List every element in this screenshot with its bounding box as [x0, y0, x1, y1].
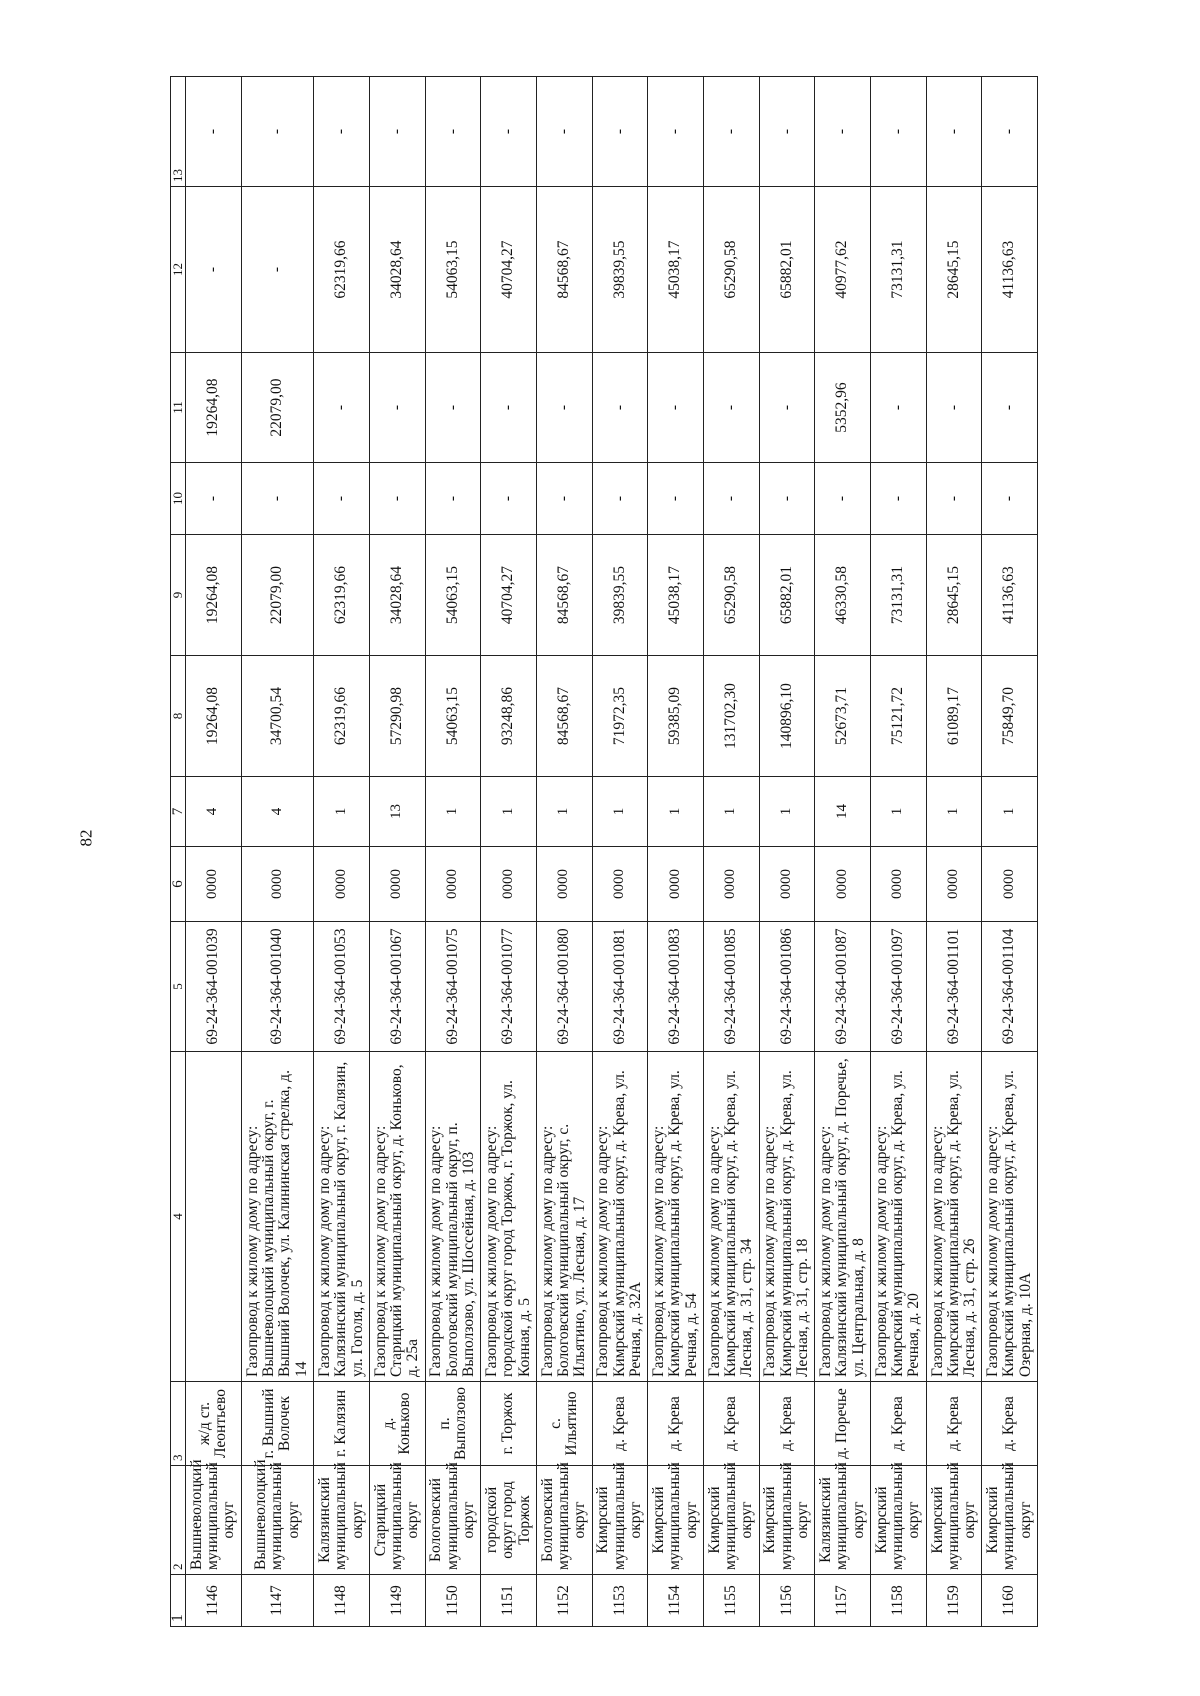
cell-object-description: Газопровод к жилому дому по адресу: Калязинский муниципальный округ, д. Поречье, ул. Центральная, д. 8	[815, 1052, 871, 1382]
col-header: 11	[171, 353, 186, 463]
table-row	[982, 77, 1038, 1627]
table-header-row	[171, 77, 186, 1627]
table-row	[815, 77, 871, 1627]
cell-object-description: Газопровод к жилому дому по адресу: Вышневолоцкий муниципальный округ, г. Вышний Волочек, ул. Калининская стрелка, д. 14	[241, 1052, 314, 1382]
cell-cadastral-code: 69-24-364-001104	[982, 922, 1038, 1052]
col-header: 12	[171, 187, 186, 353]
table-row	[241, 77, 314, 1627]
table-row	[314, 77, 370, 1627]
cell-value-col10: -	[536, 463, 592, 535]
cell-value-col12: 40704,27	[481, 187, 537, 353]
cell-count: 1	[648, 777, 704, 847]
col-header: 6	[171, 847, 186, 922]
cell-count: 1	[926, 777, 982, 847]
cell-value-col13: -	[425, 77, 481, 187]
cell-object-description: Газопровод к жилому дому по адресу: Кимрский муниципальный округ, д. Крева, ул. Речная, д. 54	[648, 1052, 704, 1382]
col-header: 3	[171, 1382, 186, 1466]
cell-value-col11: -	[648, 353, 704, 463]
cell-count: 4	[186, 777, 242, 847]
cell-municipality: Кимрский муниципальный округ	[926, 1466, 982, 1575]
cell-count: 1	[982, 777, 1038, 847]
cell-value-col11: -	[369, 353, 425, 463]
table-row	[186, 77, 242, 1627]
cell-settlement: г. Калязин	[314, 1382, 370, 1466]
cell-value-col12: 28645,15	[926, 187, 982, 353]
cell-cost-allocated: 65290,58	[703, 535, 759, 656]
cell-cost-total: 62319,66	[314, 656, 370, 777]
cell-code: 0000	[369, 847, 425, 922]
cell-value-col11: -	[703, 353, 759, 463]
cell-cost-allocated: 22079,00	[241, 535, 314, 656]
col-header: 8	[171, 656, 186, 777]
cell-value-col10: -	[648, 463, 704, 535]
cell-value-col13: -	[926, 77, 982, 187]
cell-value-col12: 62319,66	[314, 187, 370, 353]
cell-object-description: Газопровод к жилому дому по адресу: городской округ город Торжок, г. Торжок, ул. Конная, д. 5	[481, 1052, 537, 1382]
col-header: 2	[171, 1466, 186, 1575]
cell-count: 1	[592, 777, 648, 847]
cell-row-number: 1152	[536, 1575, 592, 1627]
cell-row-number: 1151	[481, 1575, 537, 1627]
cell-cost-allocated: 39839,55	[592, 535, 648, 656]
col-header: 7	[171, 777, 186, 847]
cell-row-number: 1146	[186, 1575, 242, 1627]
cell-cost-total: 61089,17	[926, 656, 982, 777]
cell-value-col13: -	[314, 77, 370, 187]
cell-cost-allocated: 62319,66	[314, 535, 370, 656]
data-table	[170, 76, 1038, 1627]
cell-value-col13: -	[536, 77, 592, 187]
cell-value-col10: -	[369, 463, 425, 535]
cell-cadastral-code: 69-24-364-001075	[425, 922, 481, 1052]
cell-code: 0000	[186, 847, 242, 922]
cell-value-col11: -	[870, 353, 926, 463]
cell-value-col11: -	[536, 353, 592, 463]
cell-object-description: Газопровод к жилому дому по адресу: Кимрский муниципальный округ, д. Крева, ул. Лесная, д. 31, стр. 34	[703, 1052, 759, 1382]
cell-value-col10: -	[870, 463, 926, 535]
cell-value-col10: -	[186, 463, 242, 535]
cell-object-description: Газопровод к жилому дому по адресу: Кимрский муниципальный округ, д. Крева, ул. Лесная, д. 31, стр. 26	[926, 1052, 982, 1382]
cell-code: 0000	[481, 847, 537, 922]
cell-value-col12: 45038,17	[648, 187, 704, 353]
cell-value-col13: -	[369, 77, 425, 187]
cell-settlement: с. Ильятино	[536, 1382, 592, 1466]
cell-object-description: Газопровод к жилому дому по адресу: Кимрский муниципальный округ, д. Крева, ул. Речная, д. 32А	[592, 1052, 648, 1382]
cell-row-number: 1159	[926, 1575, 982, 1627]
cell-cadastral-code: 69-24-364-001097	[870, 922, 926, 1052]
cell-value-col11: -	[314, 353, 370, 463]
rotated-table-container	[170, 77, 1038, 1627]
cell-row-number: 1158	[870, 1575, 926, 1627]
cell-cost-total: 59385,09	[648, 656, 704, 777]
cell-cost-allocated: 19264,08	[186, 535, 242, 656]
table-row	[481, 77, 537, 1627]
cell-code: 0000	[703, 847, 759, 922]
col-header: 5	[171, 922, 186, 1052]
cell-municipality: Калязинский муниципальный округ	[815, 1466, 871, 1575]
cell-settlement: д. Крева	[592, 1382, 648, 1466]
cell-cadastral-code: 69-24-364-001080	[536, 922, 592, 1052]
cell-value-col12: 41136,63	[982, 187, 1038, 353]
cell-row-number: 1155	[703, 1575, 759, 1627]
cell-row-number: 1150	[425, 1575, 481, 1627]
cell-cost-allocated: 65882,01	[759, 535, 815, 656]
cell-cost-total: 84568,67	[536, 656, 592, 777]
table-row	[703, 77, 759, 1627]
cell-row-number: 1157	[815, 1575, 871, 1627]
table-row	[425, 77, 481, 1627]
table-row	[870, 77, 926, 1627]
cell-municipality: городской округ город Торжок	[481, 1466, 537, 1575]
cell-object-description: Газопровод к жилому дому по адресу: Кимрский муниципальный округ, д. Крева, ул. Лесная, д. 31, стр. 18	[759, 1052, 815, 1382]
cell-cadastral-code: 69-24-364-001086	[759, 922, 815, 1052]
cell-municipality: Старицкий муниципальный округ	[369, 1466, 425, 1575]
cell-settlement: д. Крева	[982, 1382, 1038, 1466]
cell-settlement: д. Коньково	[369, 1382, 425, 1466]
table-row	[369, 77, 425, 1627]
cell-value-col10: -	[314, 463, 370, 535]
cell-value-col11: -	[982, 353, 1038, 463]
col-header: 1	[171, 1575, 186, 1627]
cell-code: 0000	[592, 847, 648, 922]
cell-value-col12: -	[186, 187, 242, 353]
cell-count: 13	[369, 777, 425, 847]
cell-value-col12: -	[241, 187, 314, 353]
cell-settlement: п. Выползово	[425, 1382, 481, 1466]
cell-object-description: Газопровод к жилому дому по адресу: Бологовский муниципальный округ, п. Выползово, ул. Шоссейная, д. 103	[425, 1052, 481, 1382]
cell-code: 0000	[536, 847, 592, 922]
cell-row-number: 1147	[241, 1575, 314, 1627]
cell-cost-allocated: 28645,15	[926, 535, 982, 656]
cell-value-col12: 54063,15	[425, 187, 481, 353]
col-header: 10	[171, 463, 186, 535]
cell-object-description: Газопровод к жилому дому по адресу: Бологовский муниципальный округ, с. Ильятино, ул. Лесная, д. 17	[536, 1052, 592, 1382]
cell-cost-total: 140896,10	[759, 656, 815, 777]
cell-settlement: ж/д ст. Леонтьево	[186, 1382, 242, 1466]
cell-cost-allocated: 34028,64	[369, 535, 425, 656]
cell-value-col10: -	[481, 463, 537, 535]
cell-cost-allocated: 40704,27	[481, 535, 537, 656]
cell-cost-total: 93248,86	[481, 656, 537, 777]
cell-value-col12: 65290,58	[703, 187, 759, 353]
cell-cost-total: 71972,35	[592, 656, 648, 777]
cell-cadastral-code: 69-24-364-001077	[481, 922, 537, 1052]
cell-value-col10: -	[592, 463, 648, 535]
cell-cadastral-code: 69-24-364-001087	[815, 922, 871, 1052]
cell-value-col11: -	[481, 353, 537, 463]
cell-municipality: Кимрский муниципальный округ	[870, 1466, 926, 1575]
cell-count: 4	[241, 777, 314, 847]
cell-cost-allocated: 46330,58	[815, 535, 871, 656]
table-row	[648, 77, 704, 1627]
cell-value-col13: -	[815, 77, 871, 187]
table-row	[592, 77, 648, 1627]
cell-value-col13: -	[592, 77, 648, 187]
cell-settlement: д. Крева	[648, 1382, 704, 1466]
table-row	[926, 77, 982, 1627]
cell-row-number: 1148	[314, 1575, 370, 1627]
cell-count: 1	[481, 777, 537, 847]
col-header: 13	[171, 77, 186, 187]
cell-cost-allocated: 41136,63	[982, 535, 1038, 656]
cell-cost-allocated: 54063,15	[425, 535, 481, 656]
cell-cost-total: 57290,98	[369, 656, 425, 777]
cell-settlement: д. Крева	[703, 1382, 759, 1466]
page-number: 82	[76, 829, 96, 847]
cell-value-col12: 34028,64	[369, 187, 425, 353]
cell-value-col13: -	[759, 77, 815, 187]
cell-value-col13: -	[870, 77, 926, 187]
cell-object-description	[186, 1052, 242, 1382]
cell-cost-total: 75121,72	[870, 656, 926, 777]
cell-row-number: 1156	[759, 1575, 815, 1627]
cell-value-col10: -	[703, 463, 759, 535]
cell-count: 1	[314, 777, 370, 847]
cell-code: 0000	[648, 847, 704, 922]
cell-cost-total: 19264,08	[186, 656, 242, 777]
cell-object-description: Газопровод к жилому дому по адресу: Старицкий муниципальный округ, д. Коньково, д. 25а	[369, 1052, 425, 1382]
table-row	[536, 77, 592, 1627]
cell-code: 0000	[241, 847, 314, 922]
cell-cost-allocated: 73131,31	[870, 535, 926, 656]
cell-cost-allocated: 45038,17	[648, 535, 704, 656]
cell-municipality: Кимрский муниципальный округ	[759, 1466, 815, 1575]
cell-count: 14	[815, 777, 871, 847]
cell-object-description: Газопровод к жилому дому по адресу: Кимрский муниципальный округ, д. Крева, ул. Речная, д. 20	[870, 1052, 926, 1382]
cell-cadastral-code: 69-24-364-001081	[592, 922, 648, 1052]
cell-cost-allocated: 84568,67	[536, 535, 592, 656]
cell-value-col10: -	[425, 463, 481, 535]
cell-settlement: д. Поречье	[815, 1382, 871, 1466]
cell-value-col13: -	[703, 77, 759, 187]
cell-value-col11: -	[425, 353, 481, 463]
table-body	[186, 77, 1038, 1627]
cell-cadastral-code: 69-24-364-001083	[648, 922, 704, 1052]
cell-row-number: 1149	[369, 1575, 425, 1627]
cell-municipality: Кимрский муниципальный округ	[592, 1466, 648, 1575]
cell-settlement: г. Вышний Волочек	[241, 1382, 314, 1466]
cell-cost-total: 34700,54	[241, 656, 314, 777]
cell-value-col13: -	[982, 77, 1038, 187]
cell-code: 0000	[425, 847, 481, 922]
cell-cadastral-code: 69-24-364-001085	[703, 922, 759, 1052]
cell-municipality: Кимрский муниципальный округ	[703, 1466, 759, 1575]
cell-cadastral-code: 69-24-364-001039	[186, 922, 242, 1052]
cell-value-col11: 5352,96	[815, 353, 871, 463]
cell-value-col11: 19264,08	[186, 353, 242, 463]
cell-value-col10: -	[926, 463, 982, 535]
cell-municipality: Бологовский муниципальный округ	[425, 1466, 481, 1575]
cell-settlement: д. Крева	[870, 1382, 926, 1466]
cell-settlement: г. Торжок	[481, 1382, 537, 1466]
cell-value-col10: -	[759, 463, 815, 535]
col-header: 9	[171, 535, 186, 656]
cell-code: 0000	[870, 847, 926, 922]
cell-object-description: Газопровод к жилому дому по адресу: Калязинский муниципальный округ, г. Калязин, ул. Гоголя, д. 5	[314, 1052, 370, 1382]
cell-value-col10: -	[815, 463, 871, 535]
cell-cost-total: 75849,70	[982, 656, 1038, 777]
col-header: 4	[171, 1052, 186, 1382]
cell-value-col13: -	[241, 77, 314, 187]
cell-value-col10: -	[982, 463, 1038, 535]
cell-cost-total: 131702,30	[703, 656, 759, 777]
cell-row-number: 1154	[648, 1575, 704, 1627]
cell-value-col13: -	[648, 77, 704, 187]
table-row	[759, 77, 815, 1627]
cell-cost-total: 54063,15	[425, 656, 481, 777]
cell-value-col12: 84568,67	[536, 187, 592, 353]
cell-value-col12: 39839,55	[592, 187, 648, 353]
cell-count: 1	[425, 777, 481, 847]
cell-code: 0000	[926, 847, 982, 922]
cell-cadastral-code: 69-24-364-001101	[926, 922, 982, 1052]
cell-municipality: Вышневолоцкий муниципальный округ	[241, 1466, 314, 1575]
cell-municipality: Калязинский муниципальный округ	[314, 1466, 370, 1575]
cell-municipality: Бологовский муниципальный округ	[536, 1466, 592, 1575]
cell-value-col11: -	[926, 353, 982, 463]
cell-value-col11: 22079,00	[241, 353, 314, 463]
cell-cadastral-code: 69-24-364-001053	[314, 922, 370, 1052]
cell-value-col12: 73131,31	[870, 187, 926, 353]
cell-code: 0000	[314, 847, 370, 922]
cell-municipality: Кимрский муниципальный округ	[648, 1466, 704, 1575]
cell-value-col12: 65882,01	[759, 187, 815, 353]
cell-object-description: Газопровод к жилому дому по адресу: Кимрский муниципальный округ, д. Крева, ул. Озерная, д. 10А	[982, 1052, 1038, 1382]
cell-row-number: 1160	[982, 1575, 1038, 1627]
cell-value-col10: -	[241, 463, 314, 535]
cell-count: 1	[703, 777, 759, 847]
cell-cost-total: 52673,71	[815, 656, 871, 777]
cell-settlement: д. Крева	[759, 1382, 815, 1466]
cell-count: 1	[870, 777, 926, 847]
cell-municipality: Вышневолоцкий муниципальный округ	[186, 1466, 242, 1575]
cell-value-col12: 40977,62	[815, 187, 871, 353]
cell-row-number: 1153	[592, 1575, 648, 1627]
cell-value-col11: -	[592, 353, 648, 463]
cell-municipality: Кимрский муниципальный округ	[982, 1466, 1038, 1575]
cell-cadastral-code: 69-24-364-001067	[369, 922, 425, 1052]
cell-code: 0000	[982, 847, 1038, 922]
cell-cadastral-code: 69-24-364-001040	[241, 922, 314, 1052]
cell-value-col11: -	[759, 353, 815, 463]
cell-code: 0000	[759, 847, 815, 922]
cell-settlement: д. Крева	[926, 1382, 982, 1466]
cell-code: 0000	[815, 847, 871, 922]
cell-count: 1	[536, 777, 592, 847]
cell-value-col13: -	[186, 77, 242, 187]
cell-count: 1	[759, 777, 815, 847]
cell-value-col13: -	[481, 77, 537, 187]
